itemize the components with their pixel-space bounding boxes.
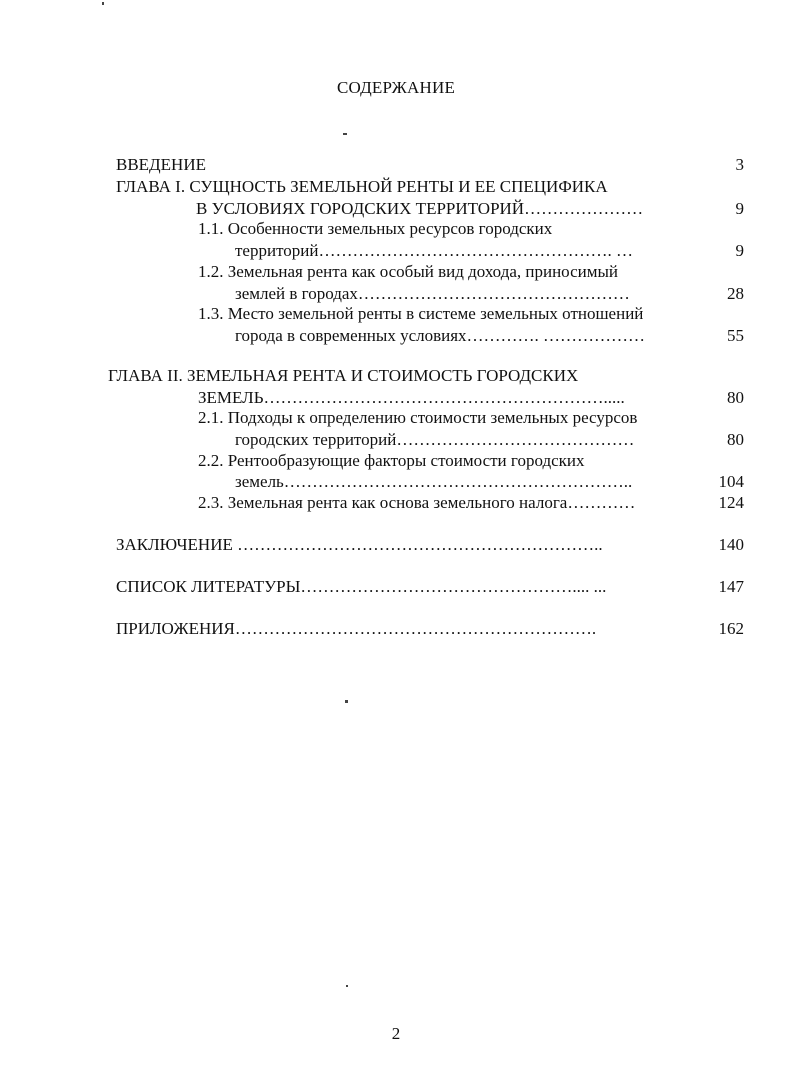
toc-section-2-2-title: 2.2. Рентообразующие факторы стоимости городских: [198, 451, 585, 470]
toc-section-1-2-title: 1.2. Земельная рента как особый вид дохода, приносимый: [198, 262, 619, 281]
toc-section-2-1-title: 2.1. Подходы к определению стоимости земельных ресурсов: [198, 408, 638, 427]
toc-entry-section-2-1: [0, 430, 792, 450]
toc-page-number: 124: [718, 493, 744, 512]
toc-entry-text: 2.3. Земельная рента как основа земельного налога…………: [198, 493, 636, 512]
toc-entry-appendix: [0, 619, 792, 639]
toc-section-1-1-title: 1.1. Особенности земельных ресурсов городских: [198, 219, 553, 238]
toc-page-number: 80: [727, 430, 744, 449]
toc-entry-text: В УСЛОВИЯХ ГОРОДСКИХ ТЕРРИТОРИЙ…………………: [196, 199, 644, 218]
toc-entry-section-2-2: [0, 472, 792, 492]
toc-page-number: 162: [718, 619, 744, 638]
page-number: 2: [391, 1024, 401, 1043]
toc-page-number: 140: [718, 535, 744, 554]
toc-entry-text: землей в городах…………………………………………: [235, 284, 630, 303]
toc-entry-text: города в современных условиях…………. ………………: [235, 326, 646, 345]
toc-entry-intro: [0, 155, 792, 175]
scan-speck: [343, 133, 347, 135]
toc-page-number: 9: [735, 199, 744, 218]
toc-entry-text: территорий……………………………………………. …: [235, 241, 633, 260]
toc-page-number: 9: [735, 241, 744, 260]
toc-entry-section-1-2: [0, 284, 792, 304]
toc-page-number: 80: [727, 388, 744, 407]
scan-speck: [102, 2, 104, 5]
toc-entry-chapter-1: [0, 199, 792, 219]
toc-entry-section-1-1: [0, 241, 792, 261]
toc-page-number: 104: [718, 472, 744, 491]
toc-section-1-3-title: 1.3. Место земельной ренты в системе земельных отношений: [198, 304, 644, 323]
toc-entry-text: СПИСОК ЛИТЕРАТУРЫ………………………………………….... ...: [116, 577, 607, 596]
toc-entry-text: земель……………………………………………………..: [235, 472, 633, 491]
toc-entry-conclusion: [0, 535, 792, 555]
toc-entry-text: ВВЕДЕНИЕ: [116, 155, 206, 174]
toc-page-number: 3: [735, 155, 744, 174]
page-title: СОДЕРЖАНИЕ: [336, 78, 456, 97]
scan-speck: [346, 985, 348, 987]
toc-entry-chapter-2: [0, 388, 792, 408]
toc-page-number: 55: [727, 326, 744, 345]
toc-entry-text: городских территорий……………………………………: [235, 430, 635, 449]
toc-page-number: 28: [727, 284, 744, 303]
toc-chapter-2-title: ГЛАВА II. ЗЕМЕЛЬНАЯ РЕНТА И СТОИМОСТЬ ГОРОДСКИХ: [108, 366, 579, 385]
toc-entry-section-2-3: [0, 493, 792, 513]
scan-speck: [345, 700, 348, 703]
toc-entry-text: ПРИЛОЖЕНИЯ……………………………………………………….: [116, 619, 597, 638]
toc-entry-literature: [0, 577, 792, 597]
toc-entry-text: ЗЕМЕЛЬ…………………………………………………….....: [198, 388, 625, 407]
toc-chapter-1-title: ГЛАВА I. СУЩНОСТЬ ЗЕМЕЛЬНОЙ РЕНТЫ И ЕЕ СПЕЦИФИКА: [116, 177, 608, 196]
toc-entry-text: ЗАКЛЮЧЕНИЕ ………………………………………………………..: [116, 535, 603, 554]
toc-entry-section-1-3: [0, 326, 792, 346]
toc-page-number: 147: [718, 577, 744, 596]
